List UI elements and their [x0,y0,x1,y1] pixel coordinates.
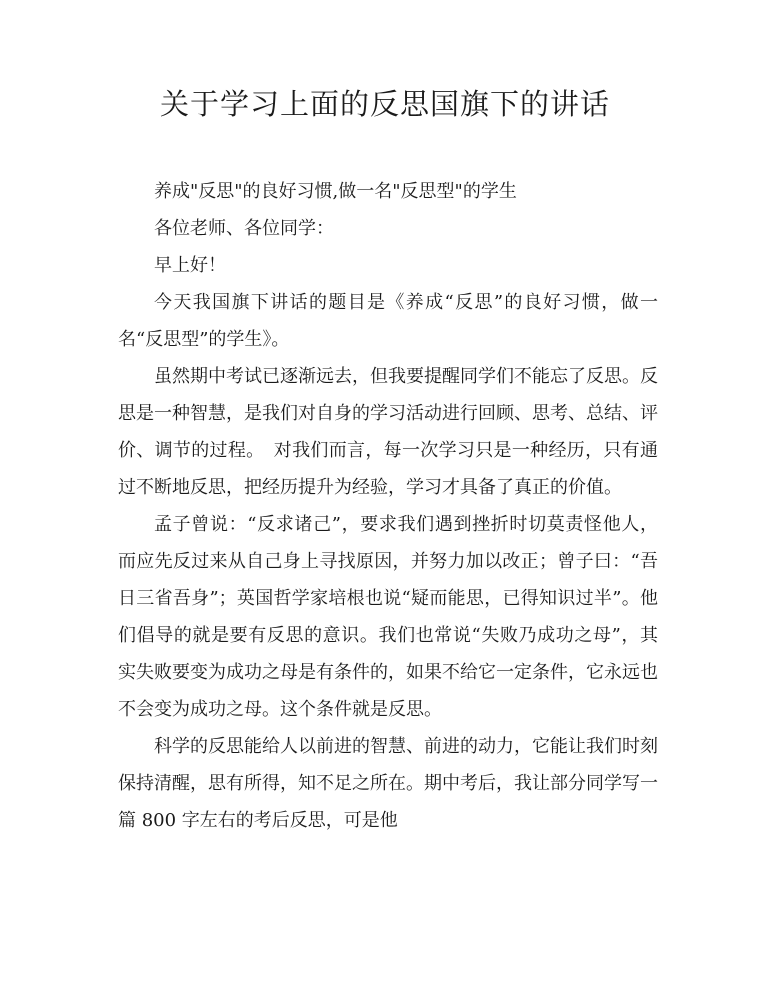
paragraph-greeting-morning: 早上好！ [154,255,226,276]
paragraph-reflection-intro: 虽然期中考试已逐渐远去，但我要提醒同学们不能忘了反思。反思是一种智慧，是我们对自身的学习活动进行回顾、思考、总结、评价、调节的过程。 对我们而言，每一次学习只是一种经历，只有通过不断地反思，把经历提升为经验，学习才具备了真正的价值。 [118,366,658,498]
paragraph-topic: 今天我国旗下讲话的题目是《养成“反思”的良好习惯，做一名“反思型”的学生》。 [118,292,658,350]
paragraph-quotes: 孟子曾说：“反求诸己”，要求我们遇到挫折时切莫责怪他人，而应先反过来从自己身上寻找原因，并努力加以改正；曾子曰：“吾日三省吾身”；英国哲学家培根也说“疑而能思，已得知识过半”。他们倡导的就是要有反思的意识。我们也常说“失败乃成功之母”，其实失败要变为成功之母是有条件的，如果不给它一定条件，它永远也不会变为成功之母。这个条件就是反思。 [118,514,658,720]
paragraph-subtitle: 养成"反思"的良好习惯,做一名"反思型"的学生 [154,181,517,202]
paragraph-greeting-audience: 各位老师、各位同学： [154,218,334,239]
document-body [118,173,658,839]
paragraph-science-reflection: 科学的反思能给人以前进的智慧、前进的动力，它能让我们时刻保持清醒，思有所得，知不足之所在。期中考后，我让部分同学写一篇 800 字左右的考后反思，可是他 [118,736,658,831]
document-title: 关于学习上面的反思国旗下的讲话 [159,87,610,121]
